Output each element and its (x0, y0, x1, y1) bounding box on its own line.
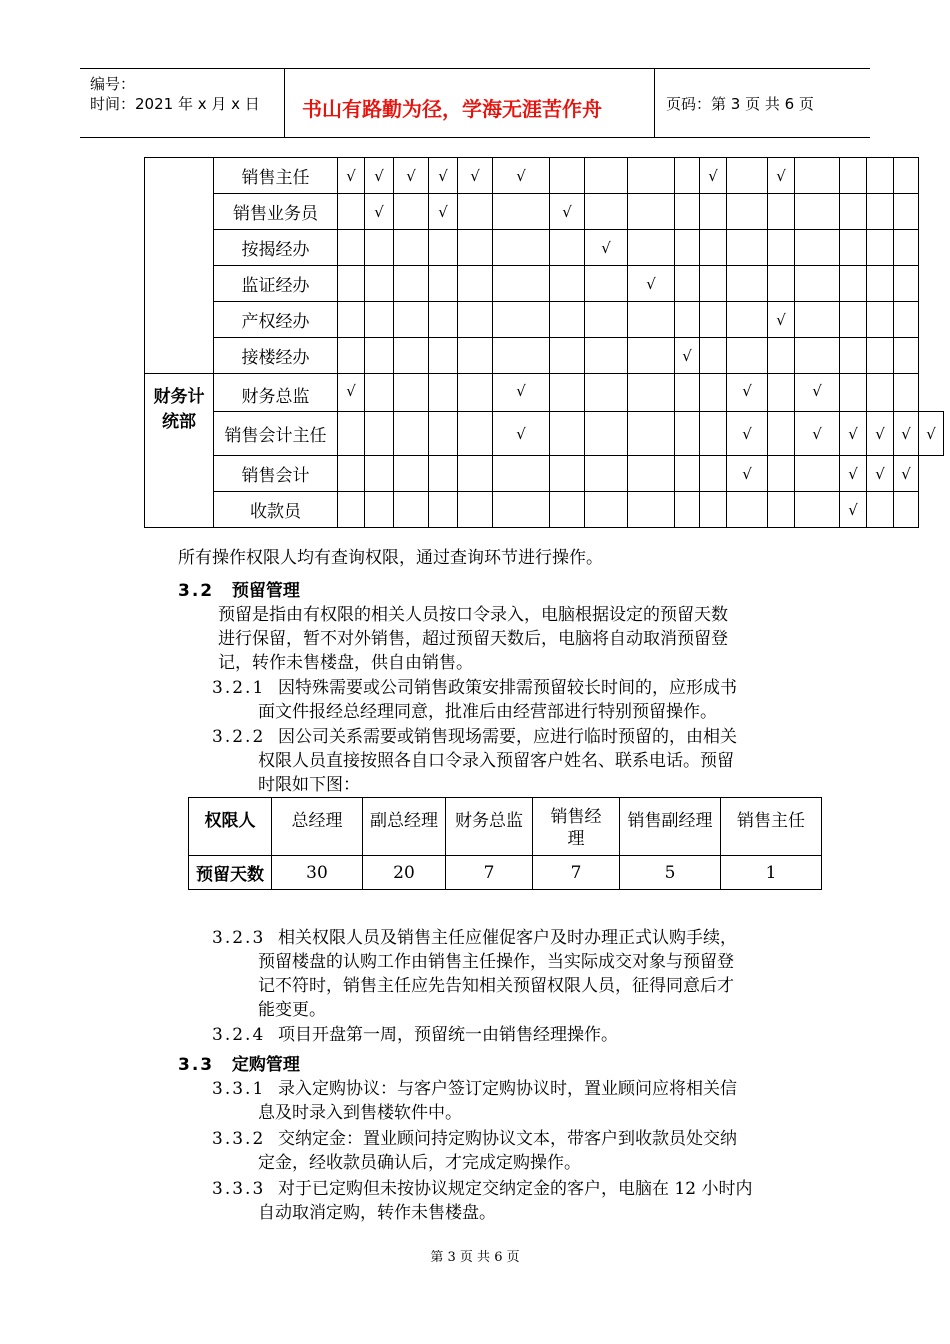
permission-cell (493, 266, 550, 302)
permission-row (145, 230, 944, 266)
permission-row (145, 194, 944, 230)
permission-cell (700, 492, 727, 528)
permission-cell (394, 456, 429, 492)
permission-cell (550, 412, 585, 456)
permission-cell (700, 338, 727, 374)
para-3-3-1-line2: 息及时录入到售楼软件中。 (258, 1103, 462, 1123)
num-3-3-2: 3.3.2 (212, 1129, 266, 1149)
permission-cell (727, 230, 768, 266)
permission-cell: √ (768, 302, 795, 338)
permission-cell (840, 374, 867, 412)
days-value-cell: 20 (363, 856, 446, 890)
days-header-row (189, 798, 822, 856)
role-cell: 销售会计主任 (214, 412, 338, 456)
permission-cell (867, 302, 894, 338)
permission-cell (458, 374, 493, 412)
permission-cell (394, 492, 429, 528)
permission-cell (894, 374, 919, 412)
permission-cell (493, 230, 550, 266)
days-role-cell: 副总经理 (363, 798, 446, 856)
permission-cell (675, 158, 700, 194)
permission-cell: √ (840, 412, 867, 456)
permission-cell (795, 158, 840, 194)
permission-cell (365, 492, 394, 528)
permission-cell (675, 374, 700, 412)
permission-cell (700, 456, 727, 492)
permission-cell (394, 412, 429, 456)
permission-cell (628, 338, 675, 374)
permission-cell (550, 492, 585, 528)
permission-cell (727, 194, 768, 230)
permission-cell (365, 456, 394, 492)
header-page-cell (654, 69, 870, 137)
days-row-label: 预留天数 (189, 856, 272, 890)
permission-cell (675, 302, 700, 338)
permission-cell (550, 456, 585, 492)
permission-cell (493, 456, 550, 492)
para-3-2-2-line3: 时限如下图： (258, 775, 360, 795)
permission-cell (867, 338, 894, 374)
permission-cell: √ (727, 456, 768, 492)
days-value-cell: 7 (446, 856, 533, 890)
note-text: 所有操作权限人均有查询权限，通过查询环节进行操作。 (178, 548, 603, 568)
permission-cell (795, 230, 840, 266)
permission-cell (458, 338, 493, 374)
role-cell: 监证经办 (214, 266, 338, 302)
days-value-cell: 30 (272, 856, 363, 890)
para-3-2-1-line2: 面文件报经总经理同意，批准后由经营部进行特别预留操作。 (258, 702, 717, 722)
permission-row (145, 456, 944, 492)
para-3-2-3-line4: 能变更。 (258, 1000, 326, 1020)
permission-cell (585, 374, 628, 412)
permission-cell (628, 492, 675, 528)
permission-cell (768, 230, 795, 266)
days-header-label: 权限人 (189, 798, 272, 856)
permission-cell (628, 302, 675, 338)
permission-cell: √ (675, 338, 700, 374)
permission-cell (675, 266, 700, 302)
permission-cell: √ (493, 412, 550, 456)
permission-cell (795, 266, 840, 302)
permission-cell (727, 492, 768, 528)
para-3-2-line3: 记，转作未售楼盘，供自由销售。 (218, 653, 473, 673)
permission-cell (840, 230, 867, 266)
num-3-2-4: 3.2.4 (212, 1025, 266, 1045)
permission-cell (429, 266, 458, 302)
para-3-2-4-line1: 项目开盘第一周，预留统一由销售经理操作。 (278, 1025, 618, 1045)
para-3-3-2-line1: 交纳定金：置业顾问持定购协议文本，带客户到收款员处交纳 (278, 1129, 737, 1149)
days-value-row (189, 856, 822, 890)
para-3-2-2-line1: 因公司关系需要或销售现场需要，应进行临时预留的，由相关 (278, 727, 737, 747)
permission-cell: √ (768, 158, 795, 194)
permission-cell (365, 230, 394, 266)
dept-cell-sales (145, 158, 214, 374)
permission-cell (700, 230, 727, 266)
permission-cell (840, 338, 867, 374)
permission-cell: √ (338, 374, 365, 412)
permission-cell: √ (894, 456, 919, 492)
num-3-3-3: 3.3.3 (212, 1179, 266, 1199)
permission-cell: √ (493, 158, 550, 194)
permission-cell (727, 266, 768, 302)
para-3-2-3-line2: 预留楼盘的认购工作由销售主任操作，当实际成交对象与预留登 (258, 952, 734, 972)
permission-cell (894, 302, 919, 338)
permission-cell (700, 194, 727, 230)
permission-cell: √ (338, 158, 365, 194)
permission-cell: √ (840, 456, 867, 492)
permission-cell (550, 266, 585, 302)
permission-cell (585, 492, 628, 528)
permission-cell: √ (585, 230, 628, 266)
permission-cell (795, 302, 840, 338)
page-footer: 第 3 页 共 6 页 (430, 1250, 520, 1265)
permission-cell (894, 230, 919, 266)
permission-cell (493, 492, 550, 528)
permission-row (145, 412, 944, 456)
permission-cell (429, 374, 458, 412)
permission-cell (429, 230, 458, 266)
permission-cell (768, 374, 795, 412)
para-3-3-2-line2: 定金，经收款员确认后，才完成定购操作。 (258, 1153, 581, 1173)
role-cell: 按揭经办 (214, 230, 338, 266)
permission-cell: √ (919, 412, 944, 456)
permission-cell (458, 412, 493, 456)
para-3-3-3-line1: 对于已定购但未按协议规定交纳定金的客户，电脑在 12 小时内 (278, 1179, 753, 1199)
permission-row (145, 302, 944, 338)
permission-cell: √ (867, 412, 894, 456)
dept-cell-finance: 财务计 统部 (145, 374, 214, 528)
permission-cell (768, 492, 795, 528)
days-role-cell: 财务总监 (446, 798, 533, 856)
permission-cell (628, 194, 675, 230)
permission-cell (867, 158, 894, 194)
permission-cell (585, 194, 628, 230)
role-cell: 收款员 (214, 492, 338, 528)
permission-cell (894, 266, 919, 302)
permission-cell (700, 302, 727, 338)
para-3-2-line2: 进行保留，暂不对外销售，超过预留天数后，电脑将自动取消预留登 (218, 629, 728, 649)
permission-cell (338, 492, 365, 528)
permission-cell (795, 456, 840, 492)
permission-cell (867, 230, 894, 266)
page-header (80, 68, 870, 138)
permission-cell (338, 194, 365, 230)
permission-cell (840, 194, 867, 230)
para-3-2-3-line3: 记不符时，销售主任应先告知相关预留权限人员，征得同意后才 (258, 976, 734, 996)
header-slogan-cell (284, 69, 655, 137)
permission-cell (628, 158, 675, 194)
permission-cell: √ (429, 194, 458, 230)
permission-cell (585, 412, 628, 456)
permission-cell (429, 302, 458, 338)
para-3-2-line1: 预留是指由有权限的相关人员按口令录入，电脑根据设定的预留天数 (218, 605, 728, 625)
permission-cell (338, 302, 365, 338)
section-3-2-heading: 3.2 预留管理 (178, 581, 300, 601)
permission-cell (338, 266, 365, 302)
permission-cell (458, 266, 493, 302)
para-3-3-3-line2: 自动取消定购，转作未售楼盘。 (258, 1203, 496, 1223)
permission-cell (675, 412, 700, 456)
permission-cell (458, 492, 493, 528)
permission-row (145, 338, 944, 374)
permission-cell: √ (867, 456, 894, 492)
days-role-cell: 总经理 (272, 798, 363, 856)
permission-cell: √ (550, 194, 585, 230)
permission-cell: √ (458, 158, 493, 194)
permission-table (144, 157, 944, 528)
permission-cell (338, 412, 365, 456)
permission-cell (493, 194, 550, 230)
permission-cell (628, 230, 675, 266)
permission-cell (867, 492, 894, 528)
permission-cell (675, 492, 700, 528)
permission-cell (429, 456, 458, 492)
days-value-cell: 1 (721, 856, 822, 890)
section-3-3-heading: 3.3 定购管理 (178, 1055, 300, 1075)
header-meta (80, 69, 285, 137)
days-role-cell: 销售经 理 (533, 798, 620, 856)
permission-cell (394, 338, 429, 374)
permission-cell (700, 412, 727, 456)
permission-cell (493, 302, 550, 338)
permission-cell (795, 492, 840, 528)
permission-cell (365, 374, 394, 412)
para-3-3-1-line1: 录入定购协议：与客户签订定购协议时，置业顾问应将相关信 (278, 1079, 737, 1099)
permission-cell (394, 266, 429, 302)
permission-cell (768, 194, 795, 230)
permission-cell (550, 338, 585, 374)
permission-cell (675, 456, 700, 492)
permission-cell: √ (894, 412, 919, 456)
permission-cell (675, 194, 700, 230)
permission-cell (867, 194, 894, 230)
permission-cell (394, 230, 429, 266)
permission-cell: √ (365, 194, 394, 230)
permission-cell (585, 158, 628, 194)
role-cell: 销售会计 (214, 456, 338, 492)
permission-cell (894, 158, 919, 194)
permission-cell (585, 338, 628, 374)
permission-cell (338, 456, 365, 492)
permission-cell (700, 374, 727, 412)
permission-cell (628, 374, 675, 412)
permission-row (145, 374, 944, 412)
permission-cell: √ (365, 158, 394, 194)
num-3-2-3: 3.2.3 (212, 928, 266, 948)
permission-cell (429, 492, 458, 528)
para-3-2-1-line1: 因特殊需要或公司销售政策安排需预留较长时间的，应形成书 (278, 678, 737, 698)
permission-cell (768, 338, 795, 374)
permission-cell (585, 302, 628, 338)
permission-cell (338, 230, 365, 266)
permission-cell (550, 302, 585, 338)
permission-cell: √ (727, 374, 768, 412)
time-label: 时间：2021 年 x 月 x 日 (90, 95, 260, 113)
permission-cell (550, 158, 585, 194)
permission-cell (394, 302, 429, 338)
permission-row (145, 492, 944, 528)
permission-cell (727, 338, 768, 374)
permission-cell (458, 194, 493, 230)
days-value-cell: 7 (533, 856, 620, 890)
days-value-cell: 5 (620, 856, 721, 890)
permission-cell (768, 266, 795, 302)
permission-cell (795, 194, 840, 230)
permission-cell (493, 338, 550, 374)
permission-cell (458, 230, 493, 266)
permission-cell (394, 374, 429, 412)
permission-cell (338, 338, 365, 374)
permission-cell (458, 302, 493, 338)
permission-cell (727, 158, 768, 194)
permission-cell (700, 266, 727, 302)
permission-cell (394, 194, 429, 230)
permission-cell (585, 266, 628, 302)
permission-cell (675, 230, 700, 266)
permission-cell (365, 412, 394, 456)
role-cell: 产权经办 (214, 302, 338, 338)
permission-cell (840, 266, 867, 302)
permission-cell (768, 456, 795, 492)
role-cell: 销售业务员 (214, 194, 338, 230)
permission-cell (429, 338, 458, 374)
num-3-2-1: 3.2.1 (212, 678, 266, 698)
num-3-2-2: 3.2.2 (212, 727, 266, 747)
days-role-cell: 销售主任 (721, 798, 822, 856)
permission-cell (585, 456, 628, 492)
permission-cell: √ (700, 158, 727, 194)
permission-cell: √ (795, 374, 840, 412)
page-info: 页码：第 3 页 共 6 页 (666, 95, 814, 113)
permission-cell: √ (493, 374, 550, 412)
permission-cell (550, 374, 585, 412)
permission-cell (840, 302, 867, 338)
permission-row (145, 158, 944, 194)
permission-cell (365, 266, 394, 302)
permission-cell: √ (840, 492, 867, 528)
permission-cell (894, 492, 919, 528)
para-3-2-3-line1: 相关权限人员及销售主任应催促客户及时办理正式认购手续， (278, 928, 737, 948)
permission-cell: √ (795, 412, 840, 456)
permission-cell (628, 412, 675, 456)
permission-cell (795, 338, 840, 374)
permission-cell (429, 412, 458, 456)
permission-cell (458, 456, 493, 492)
code-label: 编号： (90, 75, 136, 93)
permission-cell: √ (429, 158, 458, 194)
permission-cell (867, 266, 894, 302)
permission-cell: √ (727, 412, 768, 456)
para-3-2-2-line2: 权限人员直接按照各自口令录入预留客户姓名、联系电话。预留 (258, 751, 734, 771)
permission-cell (550, 230, 585, 266)
permission-cell (768, 412, 795, 456)
reserve-days-table (188, 797, 822, 890)
permission-cell (727, 302, 768, 338)
num-3-3-1: 3.3.1 (212, 1079, 266, 1099)
permission-cell: √ (628, 266, 675, 302)
permission-cell (840, 158, 867, 194)
permission-cell (894, 194, 919, 230)
permission-row (145, 266, 944, 302)
permission-cell (867, 374, 894, 412)
permission-cell (365, 338, 394, 374)
slogan: 书山有路勤为径，学海无涯苦作舟 (302, 97, 602, 121)
permission-cell (628, 456, 675, 492)
permission-cell (894, 338, 919, 374)
role-cell: 接楼经办 (214, 338, 338, 374)
days-role-cell: 销售副经理 (620, 798, 721, 856)
role-cell: 销售主任 (214, 158, 338, 194)
role-cell: 财务总监 (214, 374, 338, 412)
permission-cell: √ (394, 158, 429, 194)
permission-cell (365, 302, 394, 338)
